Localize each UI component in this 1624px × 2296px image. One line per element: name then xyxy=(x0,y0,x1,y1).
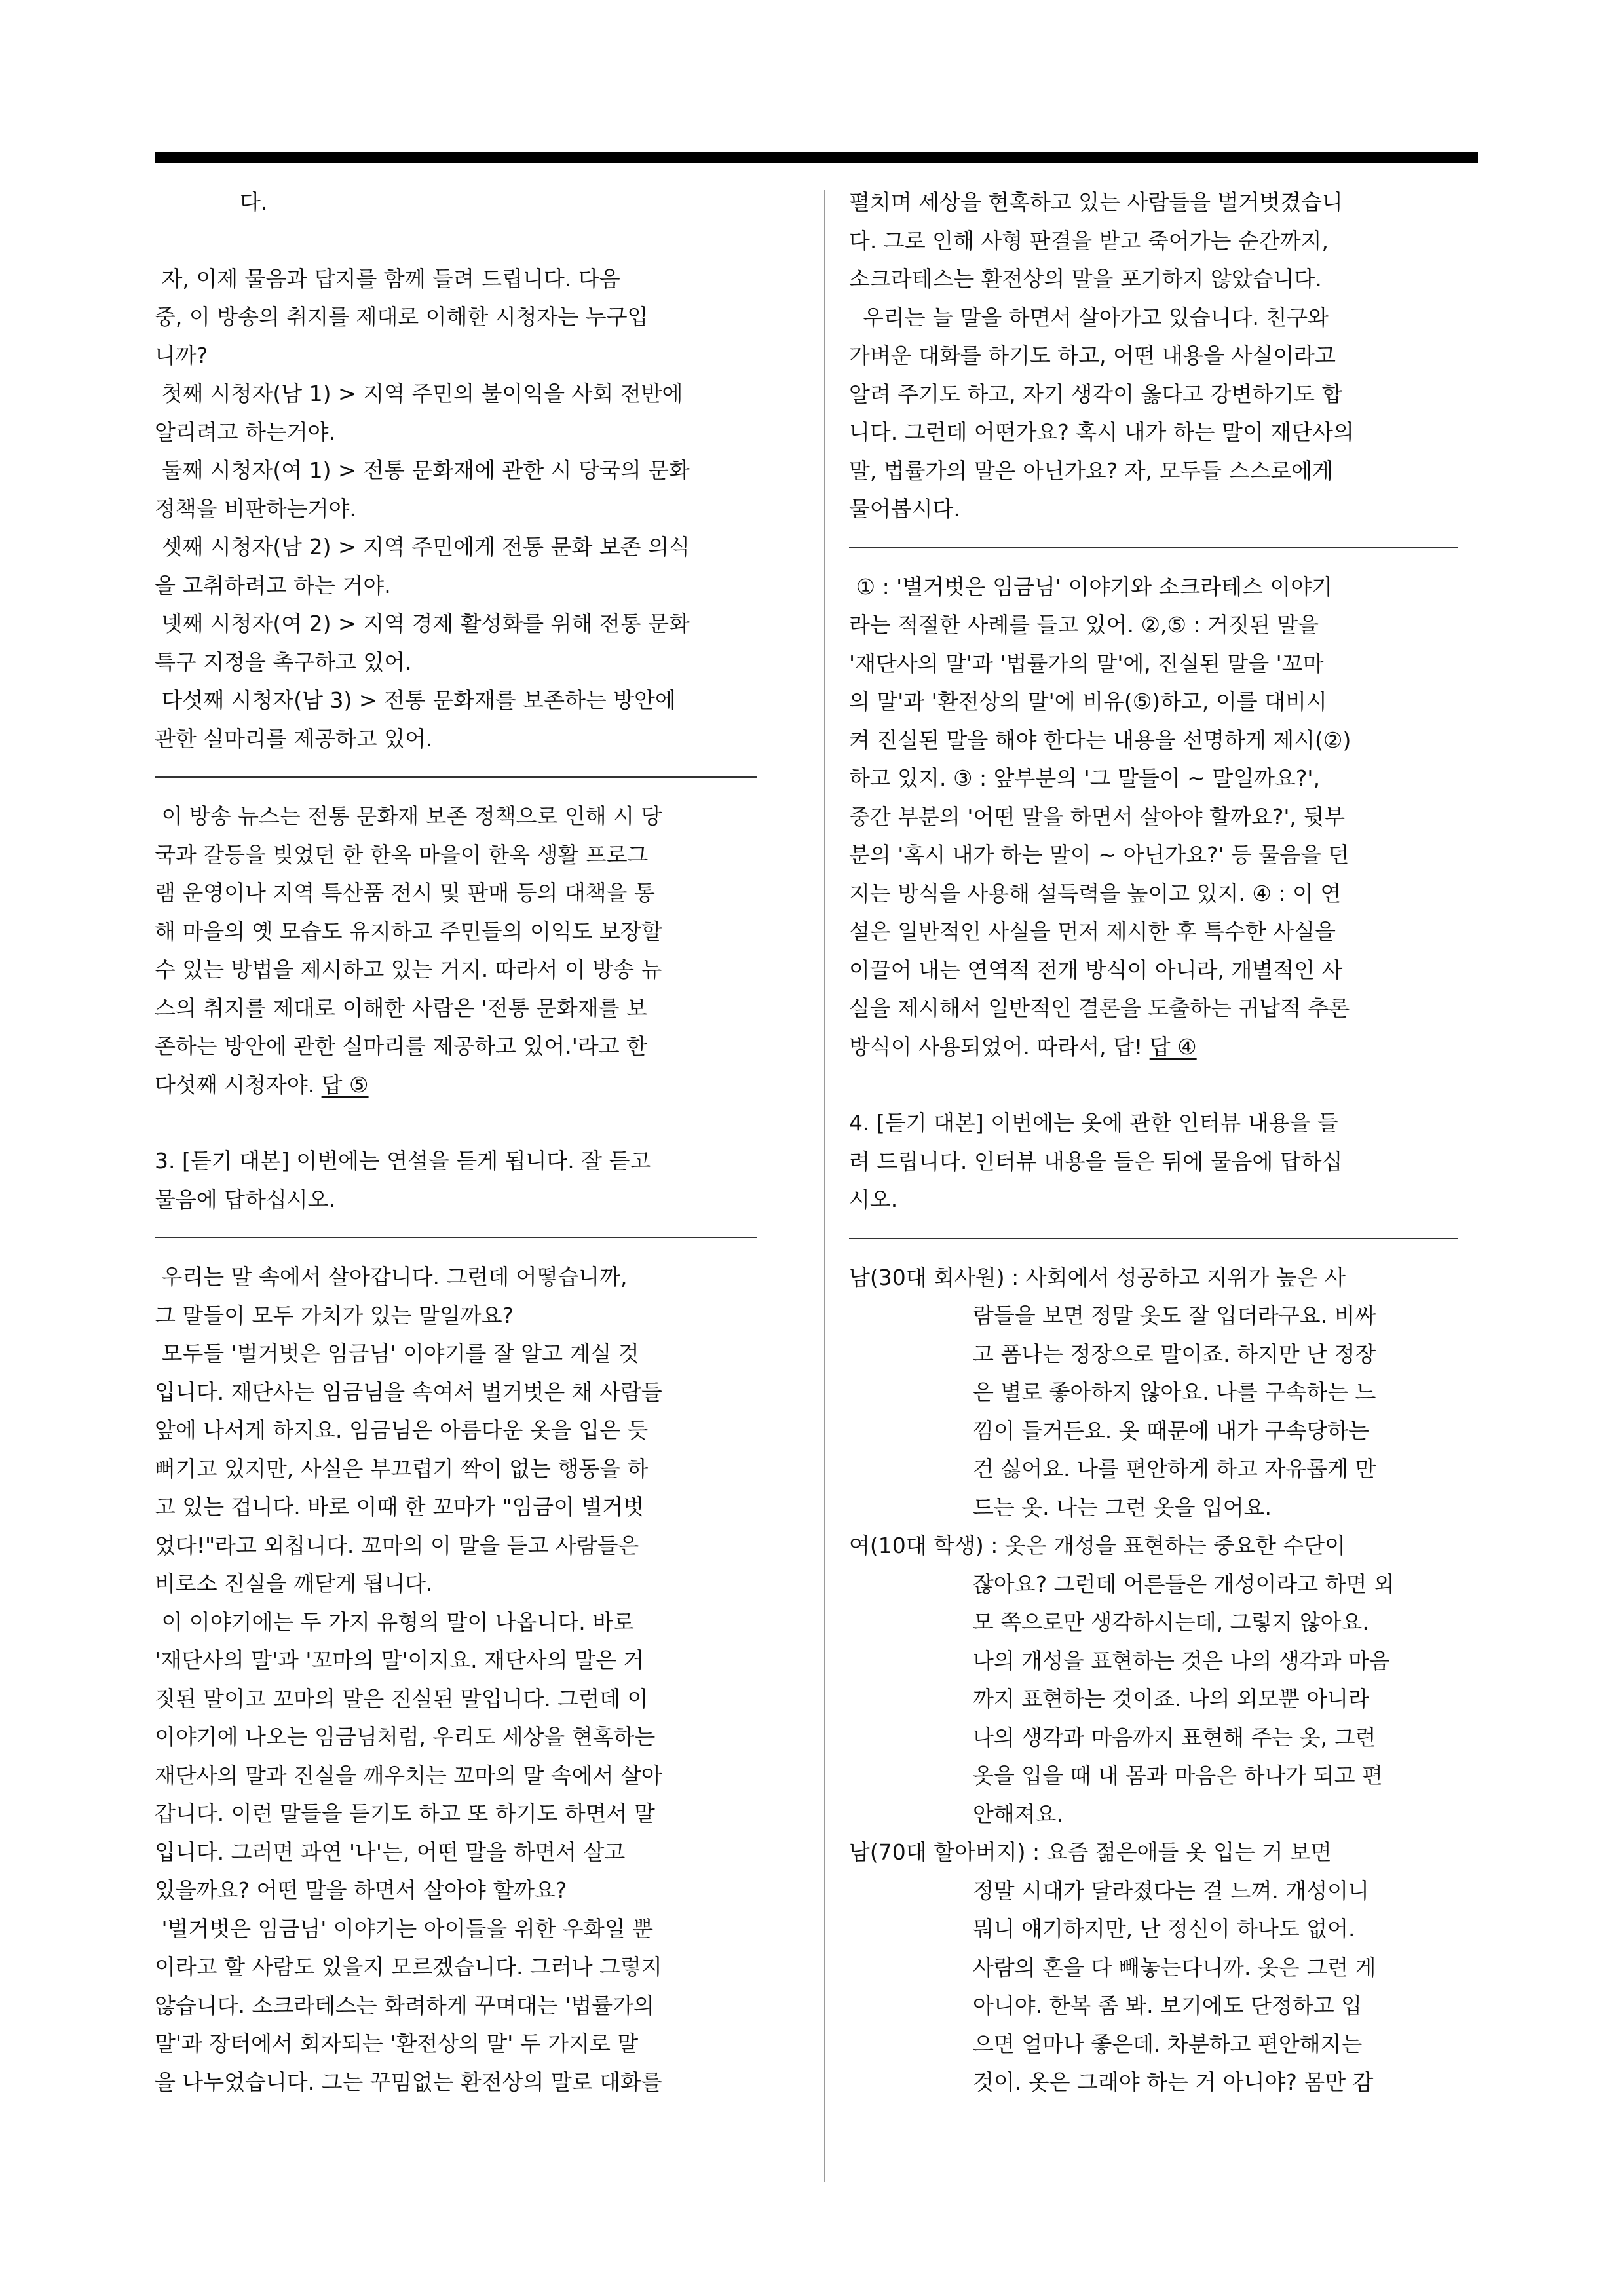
text-line: 켜 진실된 말을 해야 한다는 내용을 선명하게 제시(②) xyxy=(849,727,1351,753)
text-line: 안해져요. xyxy=(973,1801,1064,1827)
question-4-heading xyxy=(849,1104,1478,1219)
text-line: 나의 생각과 마음까지 표현해 주는 옷, 그런 xyxy=(973,1724,1376,1750)
separator-line xyxy=(849,547,1458,548)
text-line: 다. 그로 인해 사형 판결을 받고 죽어가는 순간까지, xyxy=(849,227,1329,254)
separator-line xyxy=(155,1237,757,1238)
text-line: '재단사의 말'과 '꼬마의 말'이지요. 재단사의 말은 거 xyxy=(155,1647,645,1673)
text-line: 려 드립니다. 인터뷰 내용을 들은 뒤에 물음에 답하십 xyxy=(849,1148,1343,1174)
text-line: 이야기에 나오는 임금님처럼, 우리도 세상을 현혹하는 xyxy=(155,1724,656,1750)
text-line: 정책을 비판하는거야. xyxy=(155,495,356,522)
text-line: 앞에 나서게 하지요. 임금님은 아름다운 옷을 입은 듯 xyxy=(155,1417,649,1443)
text-line: 모 쪽으로만 생각하시는데, 그렇지 않아요. xyxy=(973,1609,1369,1635)
text-line: 으면 얼마나 좋은데. 차분하고 편안해지는 xyxy=(973,2031,1363,2057)
text-line: 갑니다. 이런 말들을 듣기도 하고 또 하기도 하면서 말 xyxy=(155,1801,655,1826)
text-span: 다섯째 시청자야. xyxy=(155,1071,322,1098)
interview-3 xyxy=(849,1833,1478,2102)
text-line: 하고 있지. ③ : 앞부분의 '그 말들이 ~ 말일까요?', xyxy=(849,765,1320,791)
text-line: 3. [듣기 대본] 이번에는 연설을 듣게 됩니다. 잘 듣고 xyxy=(155,1148,651,1174)
text-line: 스의 취지를 제대로 이해한 사람은 '전통 문화재를 보 xyxy=(155,995,647,1021)
text-line: 것이. 옷은 그래야 하는 거 아니야? 몸만 감 xyxy=(973,2069,1374,2095)
text-line: 않습니다. 소크라테스는 화려하게 꾸며대는 '법률가의 xyxy=(155,1992,654,2018)
text-line: 말'과 장터에서 회자되는 '환전상의 말' 두 가지로 말 xyxy=(155,2031,639,2056)
text-line: 특구 지정을 촉구하고 있어. xyxy=(155,649,412,675)
text-line: 물음에 답하십시오. xyxy=(155,1186,336,1212)
text-line: 알려 주기도 하고, 자기 생각이 옳다고 강변하기도 합 xyxy=(849,381,1343,407)
speaker-label: 남(70대 할아버지) : xyxy=(849,1839,1047,1865)
text-line: 뭐니 얘기하지만, 난 정신이 하나도 없어. xyxy=(973,1916,1355,1942)
text-line xyxy=(849,1028,1478,1067)
text-line: 이끌어 내는 연역적 전개 방식이 아니라, 개별적인 사 xyxy=(849,957,1343,983)
text-line: 니다. 그런데 어떤가요? 혹시 내가 하는 말이 재단사의 xyxy=(849,419,1354,445)
question-3-heading xyxy=(155,1142,784,1219)
text-line: '벌거벗은 임금님' 이야기는 아이들을 위한 우화일 뿐 xyxy=(155,1915,654,1942)
text-line: 자, 이제 물음과 답지를 함께 들려 드립니다. 다음 xyxy=(155,265,620,292)
text-line: 입니다. 그러면 과연 '나'는, 어떤 말을 하면서 살고 xyxy=(155,1839,626,1865)
question-3-speech-continued xyxy=(849,183,1478,529)
question-2-options xyxy=(155,260,784,759)
text-line: 수 있는 방법을 제시하고 있는 거지. 따라서 이 방송 뉴 xyxy=(155,957,662,982)
text-line: 관한 실마리를 제공하고 있어. xyxy=(155,725,433,752)
text-span: 요즘 젊은애들 옷 입는 거 보면 xyxy=(1046,1839,1332,1865)
text-line: 존하는 방안에 관한 실마리를 제공하고 있어.'라고 한 xyxy=(155,1033,647,1059)
text-line xyxy=(849,1259,1478,1297)
interview-1 xyxy=(849,1259,1478,1527)
text-line: 이 방송 뉴스는 전통 문화재 보존 정책으로 인해 시 당 xyxy=(155,803,662,829)
text-span: 옷은 개성을 표현하는 중요한 수단이 xyxy=(1004,1533,1346,1558)
text-line: 재단사의 말과 진실을 깨우치는 꼬마의 말 속에서 살아 xyxy=(155,1762,662,1788)
text-line: 고 있는 겁니다. 바로 이때 한 꼬마가 "임금이 벌거벗 xyxy=(155,1494,645,1520)
text-span: 사회에서 성공하고 지위가 높은 사 xyxy=(1025,1264,1346,1290)
text-line: 4. [듣기 대본] 이번에는 옷에 관한 인터뷰 내용을 들 xyxy=(849,1110,1338,1136)
text-line: 을 고취하려고 하는 거야. xyxy=(155,572,391,598)
spacer xyxy=(849,1066,1478,1104)
option-1: 첫째 시청자(남 1) > 지역 주민의 불이익을 사회 전반에 xyxy=(155,381,683,406)
text-line: 사람의 혼을 다 빼놓는다니까. 옷은 그런 게 xyxy=(973,1954,1376,1980)
text-line: 이라고 할 사람도 있을지 모르겠습니다. 그러나 그렇지 xyxy=(155,1954,662,1980)
text-line xyxy=(155,1066,784,1105)
text-line: 었다!"라고 외칩니다. 꼬마의 이 말을 듣고 사람들은 xyxy=(155,1532,639,1558)
top-rule xyxy=(155,152,1478,163)
answer-label: 답 ④ xyxy=(1149,1033,1197,1060)
text-line xyxy=(849,1833,1478,1872)
text-line: 정말 시대가 달라졌다는 걸 느껴. 개성이니 xyxy=(973,1877,1369,1904)
text-line: 을 나누었습니다. 그는 꾸밈없는 환전상의 말로 대화를 xyxy=(155,2069,662,2095)
text-line: 람들을 보면 정말 옷도 잘 입더라구요. 비싸 xyxy=(973,1303,1376,1328)
text-line: 건 싫어요. 나를 편안하게 하고 자유롭게 만 xyxy=(973,1456,1376,1482)
text-line: 잖아요? 그런데 어른들은 개성이라고 하면 외 xyxy=(973,1571,1395,1597)
option-5: 다섯째 시청자(남 3) > 전통 문화재를 보존하는 방안에 xyxy=(155,687,676,713)
option-4: 넷째 시청자(여 2) > 지역 경제 활성화를 위해 전통 문화 xyxy=(155,611,690,636)
column-divider xyxy=(824,190,825,2182)
text-line: 램 운영이나 지역 특산품 전시 및 판매 등의 대책을 통 xyxy=(155,880,655,906)
text-line: 입니다. 재단사는 임금님을 속여서 벌거벗은 채 사람들 xyxy=(155,1379,662,1405)
text-line: 나의 개성을 표현하는 것은 나의 생각과 마음 xyxy=(973,1647,1390,1674)
text-line: 비로소 진실을 깨닫게 됩니다. xyxy=(155,1571,433,1596)
text-line: 펼치며 세상을 현혹하고 있는 사람들을 벌거벗겼습니 xyxy=(849,189,1343,215)
intro-continuation: 다. xyxy=(240,189,268,215)
text-line: 시오. xyxy=(849,1187,898,1212)
interview-2 xyxy=(849,1527,1478,1833)
spacer xyxy=(155,222,784,260)
text-line: 은 별로 좋아하지 않아요. 나를 구속하는 느 xyxy=(973,1379,1376,1405)
right-column xyxy=(849,183,1478,2102)
text-line: 설은 일반적인 사실을 먼저 제시한 후 특수한 사실을 xyxy=(849,919,1336,944)
text-line: 의 말'과 '환전상의 말'에 비유(⑤)하고, 이를 대비시 xyxy=(849,689,1327,714)
text-line: 니까? xyxy=(155,342,208,368)
text-line: 중, 이 방송의 취지를 제대로 이해한 시청자는 누구입 xyxy=(155,304,649,330)
text-line: 말, 법률가의 말은 아닌가요? 자, 모두들 스스로에게 xyxy=(849,457,1333,484)
speaker-label: 여(10대 학생) : xyxy=(849,1533,1005,1558)
text-line: 있을까요? 어떤 말을 하면서 살아야 할까요? xyxy=(155,1877,567,1903)
text-line: ① : '벌거벗은 임금님' 이야기와 소크라테스 이야기 xyxy=(849,573,1332,600)
text-line: 소크라테스는 환전상의 말을 포기하지 않았습니다. xyxy=(849,266,1322,292)
text-line: 모두들 '벌거벗은 임금님' 이야기를 잘 알고 계실 것 xyxy=(155,1341,639,1366)
text-line: 해 마을의 옛 모습도 유지하고 주민들의 이익도 보장할 xyxy=(155,918,662,944)
text-line: '재단사의 말'과 '법률가의 말'에, 진실된 말을 '꼬마 xyxy=(849,650,1324,676)
text-line: 가벼운 대화를 하기도 하고, 어떤 내용을 사실이라고 xyxy=(849,343,1336,368)
text-line: 우리는 말 속에서 살아갑니다. 그런데 어떻습니까, xyxy=(155,1264,628,1290)
text-line: 뻐기고 있지만, 사실은 부끄럽기 짝이 없는 행동을 하 xyxy=(155,1455,649,1482)
spacer xyxy=(155,1104,784,1142)
text-line: 우리는 늘 말을 하면서 살아가고 있습니다. 친구와 xyxy=(849,304,1329,330)
text-line: 옷을 입을 때 내 몸과 마음은 하나가 되고 편 xyxy=(973,1763,1383,1788)
text-line: 까지 표현하는 것이죠. 나의 외모뿐 아니라 xyxy=(973,1686,1369,1712)
text-line: 분의 '혹시 내가 하는 말이 ~ 아닌가요?' 등 물음을 던 xyxy=(849,842,1350,868)
question-3-explanation xyxy=(849,568,1478,1067)
text-line: 지는 방식을 사용해 설득력을 높이고 있지. ④ : 이 연 xyxy=(849,880,1342,906)
text-line: 고 폼나는 정장으로 말이죠. 하지만 난 정장 xyxy=(973,1341,1376,1367)
speaker-label: 남(30대 회사원) : xyxy=(849,1264,1026,1290)
text-line: 라는 적절한 사례를 들고 있어. ②,⑤ : 거짓된 말을 xyxy=(849,612,1319,638)
answer-label: 답 ⑤ xyxy=(321,1071,369,1098)
text-line xyxy=(849,1527,1478,1565)
text-line: 아니야. 한복 좀 봐. 보기에도 단정하고 입 xyxy=(973,1993,1362,2018)
text-line: 물어봅시다. xyxy=(849,496,960,522)
text-line: 이 이야기에는 두 가지 유형의 말이 나옵니다. 바로 xyxy=(155,1609,634,1635)
text-line: 중간 부분의 '어떤 말을 하면서 살아야 할까요?', 뒷부 xyxy=(849,803,1346,830)
text-line: 실을 제시해서 일반적인 결론을 도출하는 귀납적 추론 xyxy=(849,995,1350,1021)
separator-line xyxy=(155,776,757,778)
option-2: 둘째 시청자(여 1) > 전통 문화재에 관한 시 당국의 문화 xyxy=(155,457,690,483)
text-line: 국과 갈등을 빚었던 한 한옥 마을이 한옥 생활 프로그 xyxy=(155,841,649,868)
option-3: 셋째 시청자(남 2) > 지역 주민에게 전통 문화 보존 의식 xyxy=(155,534,690,560)
text-span: 방식이 사용되었어. 따라서, 답! xyxy=(849,1033,1150,1060)
text-line: 낌이 들거든요. 옷 때문에 내가 구속당하는 xyxy=(973,1417,1369,1444)
text-line: 드는 옷. 나는 그런 옷을 입어요. xyxy=(973,1494,1272,1520)
text-line: 그 말들이 모두 가치가 있는 말일까요? xyxy=(155,1302,514,1328)
separator-line xyxy=(849,1238,1458,1239)
left-column xyxy=(155,183,784,2101)
text-line: 짓된 말이고 꼬마의 말은 진실된 말입니다. 그런데 이 xyxy=(155,1685,649,1712)
text-line: 알리려고 하는거야. xyxy=(155,419,336,445)
question-2-explanation xyxy=(155,797,784,1104)
question-3-speech xyxy=(155,1258,784,2101)
